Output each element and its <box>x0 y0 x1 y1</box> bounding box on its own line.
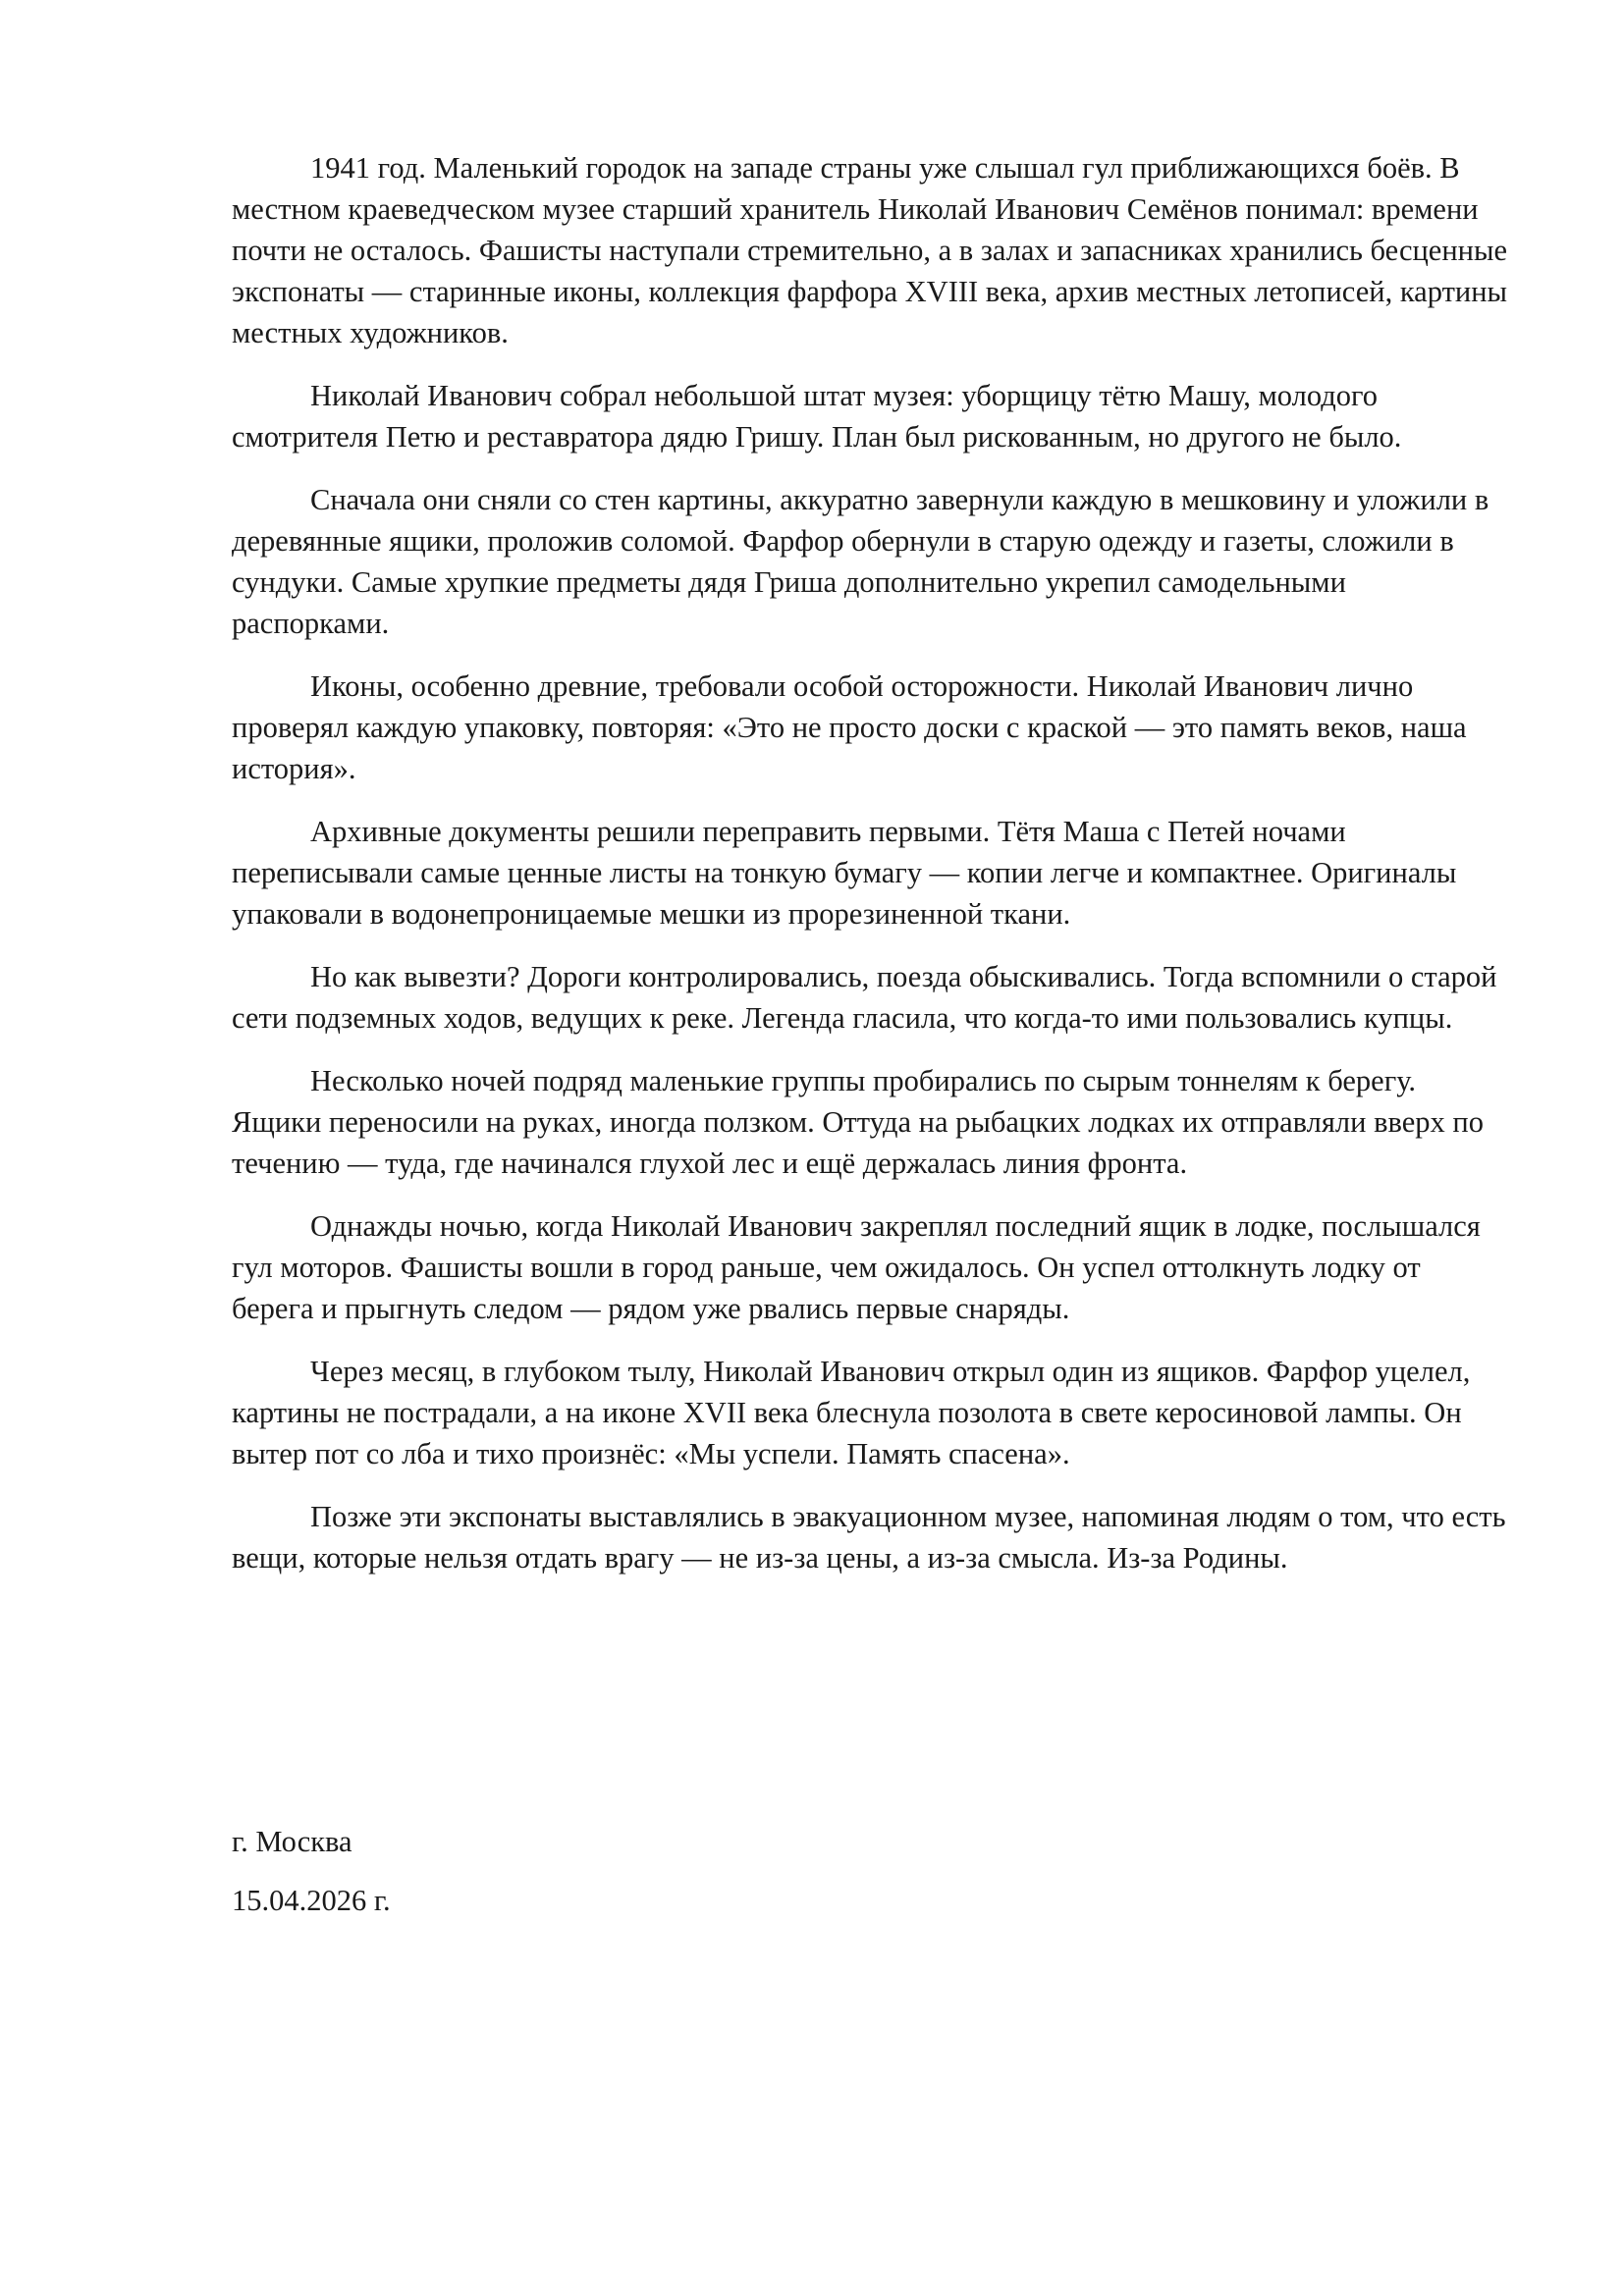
paragraph-1: 1941 год. Маленький городок на западе страны уже слышал гул приближающихся боёв. В местном краеведческом музее старший хранитель Николай Иванович Семёнов понимал: времени почти не осталось. Фашисты наступали стремительно, а в залах и запасниках хранились бесценные экспонаты — старинные иконы, коллекция фарфора XVIII века, архив местных летописей, картины местных художников. <box>232 151 1508 349</box>
paragraph-5: Архивные документы решили переправить первыми. Тётя Маша с Петей ночами переписывали самые ценные листы на тонкую бумагу — копии легче и компактнее. Оригиналы упаковали в водонепроницаемые мешки из прорезиненной ткани. <box>232 815 1457 931</box>
paragraph-3: Сначала они сняли со стен картины, аккуратно завернули каждую в мешковину и уложили в деревянные ящики, проложив соломой. Фарфор обернули в старую одежду и газеты, сложили в сундуки. Самые хрупкие предметы дядя Гриша дополнительно укрепил самодельными распорками. <box>232 483 1489 640</box>
document-footer <box>232 1821 391 1939</box>
paragraph-7: Несколько ночей подряд маленькие группы пробирались по сырым тоннелям к берегу. Ящики переносили на руках, иногда ползком. Оттуда на рыбацких лодках их отправляли вверх по течению — туда, где начинался глухой лес и ещё держалась линия фронта. <box>232 1064 1484 1180</box>
paragraph-8: Однажды ночью, когда Николай Иванович закреплял последний ящик в лодке, послышался гул моторов. Фашисты вошли в город раньше, чем ожидалось. Он успел оттолкнуть лодку от берега и прыгнуть следом — рядом уже рвались первые снаряды. <box>232 1209 1481 1325</box>
paragraph-6: Но как вывезти? Дороги контролировались, поезда обыскивались. Тогда вспомнили о старой сети подземных ходов, ведущих к реке. Легенда гласила, что когда-то ими пользовались купцы. <box>232 960 1497 1035</box>
paragraph-2: Николай Иванович собрал небольшой штат музея: уборщицу тётю Машу, молодого смотрителя Петю и реставратора дядю Гришу. План был рискованным, но другого не было. <box>232 379 1402 454</box>
document-body <box>232 147 1508 1600</box>
document-date: 15.04.2026 г. <box>232 1884 391 1917</box>
paragraph-9: Через месяц, в глубоком тылу, Николай Иванович открыл один из ящиков. Фарфор уцелел, картины не пострадали, а на иконе XVII века блеснула позолота в свете керосиновой лампы. Он вытер пот со лба и тихо произнёс: «Мы успели. Память спасена». <box>232 1355 1471 1470</box>
paragraph-4: Иконы, особенно древние, требовали особой осторожности. Николай Иванович лично проверял каждую упаковку, повторяя: «Это не просто доски с краской — это память веков, наша история». <box>232 669 1467 785</box>
paragraph-10: Позже эти экспонаты выставлялись в эвакуационном музее, напоминая людям о том, что есть вещи, которые нельзя отдать врагу — не из-за цены, а из-за смысла. Из-за Родины. <box>232 1500 1506 1575</box>
document-place: г. Москва <box>232 1825 352 1858</box>
